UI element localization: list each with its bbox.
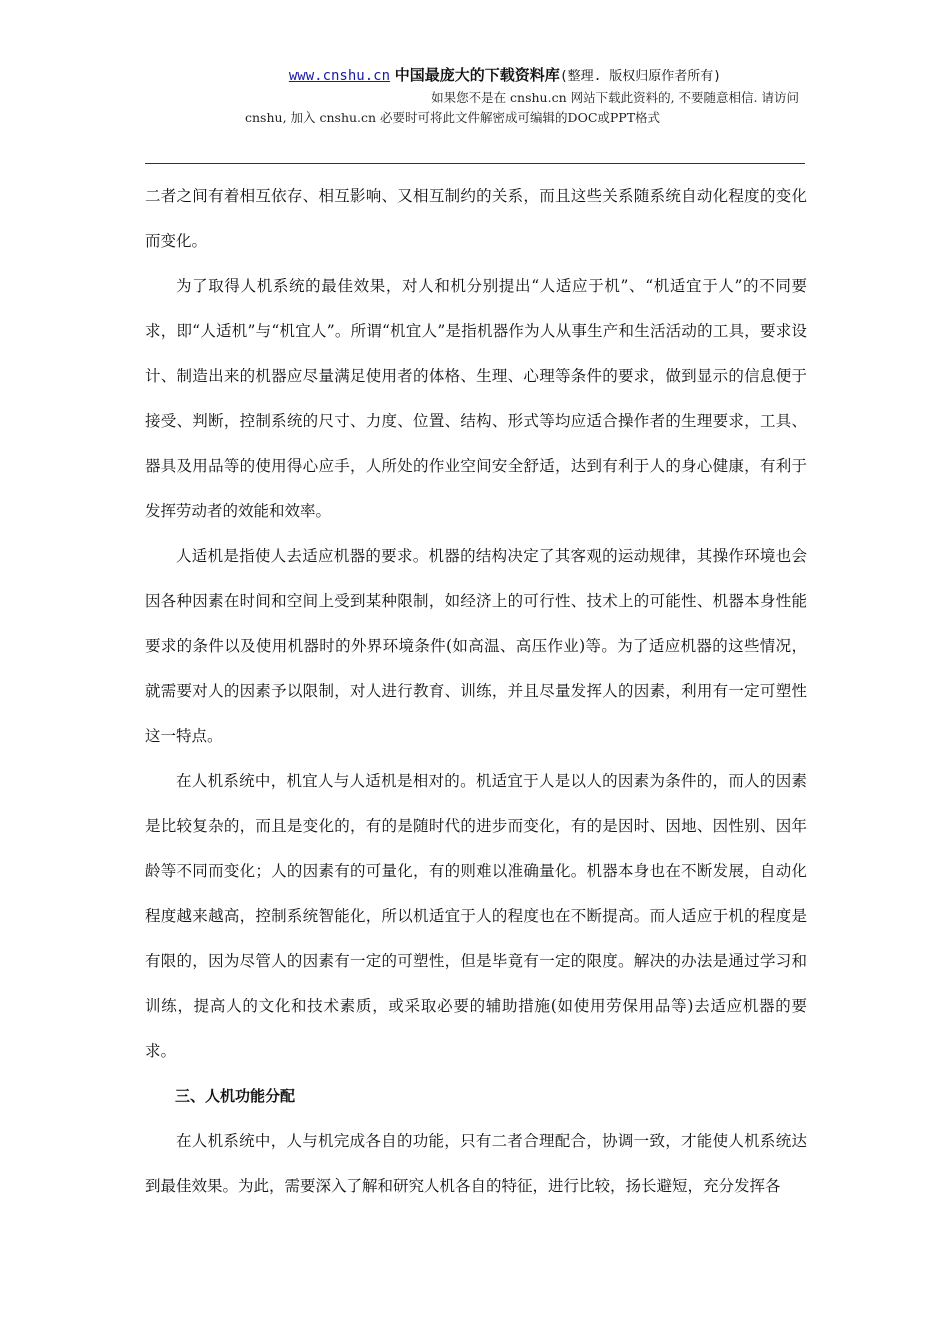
- disclaimer-line-2: cnshu, 加入 cnshu.cn 必要时可将此文件解密成可编辑的DOC或PPT格式: [245, 110, 661, 125]
- paragraph-1: 二者之间有着相互依存、相互影响、又相互制约的关系，而且这些关系随系统自动化程度的变化而变化。: [145, 187, 807, 250]
- document-body: [145, 174, 807, 1209]
- site-title: 中国最庞大的下载资料库: [394, 66, 560, 84]
- site-link[interactable]: www.cnshu.cn: [288, 68, 391, 84]
- paragraph-4: 在人机系统中，机宜人与人适机是相对的。机适宜于人是以人的因素为条件的，而人的因素是比较复杂的，而且是变化的，有的是随时代的进步而变化，有的是因时、因地、因性别、因年龄等不同而变化；人的因素有的可量化，有的则难以准确量化。机器本身也在不断发展，自动化程度越来越高，控制系统智能化，所以机适宜于人的程度也在不断提高。而人适应于机的程度是有限的，因为尽管人的因素有一定的可塑性，但是毕竟有一定的限度。解决的办法是通过学习和训练，提高人的文化和技术素质，或采取必要的辅助措施(如使用劳保用品等)去适应机器的要求。: [145, 772, 807, 1060]
- page-header: [145, 64, 805, 128]
- header-divider: [145, 163, 805, 164]
- paragraph-3: 人适机是指使人去适应机器的要求。机器的结构决定了其客观的运动规律，其操作环境也会因各种因素在时间和空间上受到某种限制，如经济上的可行性、技术上的可能性、机器本身性能要求的条件以及使用机器时的外界环境条件(如高温、高压作业)等。为了适应机器的这些情况，就需要对人的因素予以限制，对人进行教育、训练，并且尽量发挥人的因素，利用有一定可塑性这一特点。: [145, 547, 807, 745]
- header-title-line: [145, 64, 805, 88]
- disclaimer-line-1: 如果您不是在 cnshu.cn 网站下载此资料的, 不要随意相信. 请访问: [431, 90, 799, 105]
- copyright-note: (整理. 版权归原作者所有): [559, 69, 722, 84]
- section-heading: 三、人机功能分配: [175, 1087, 296, 1105]
- paragraph-5: 在人机系统中，人与机完成各自的功能，只有二者合理配合，协调一致，才能使人机系统达到最佳效果。为此，需要深入了解和研究人机各自的特征，进行比较，扬长避短，充分发挥各: [145, 1132, 807, 1195]
- paragraph-2: 为了取得人机系统的最佳效果，对人和机分别提出“人适应于机”、“机适宜于人”的不同要求，即“人适机”与“机宜人”。所谓“机宜人”是指机器作为人从事生产和生活活动的工具，要求设计、制造出来的机器应尽量满足使用者的体格、生理、心理等条件的要求，做到显示的信息便于接受、判断，控制系统的尺寸、力度、位置、结构、形式等均应适合操作者的生理要求，工具、器具及用品等的使用得心应手，人所处的作业空间安全舒适，达到有利于人的身心健康，有利于发挥劳动者的效能和效率。: [145, 277, 807, 520]
